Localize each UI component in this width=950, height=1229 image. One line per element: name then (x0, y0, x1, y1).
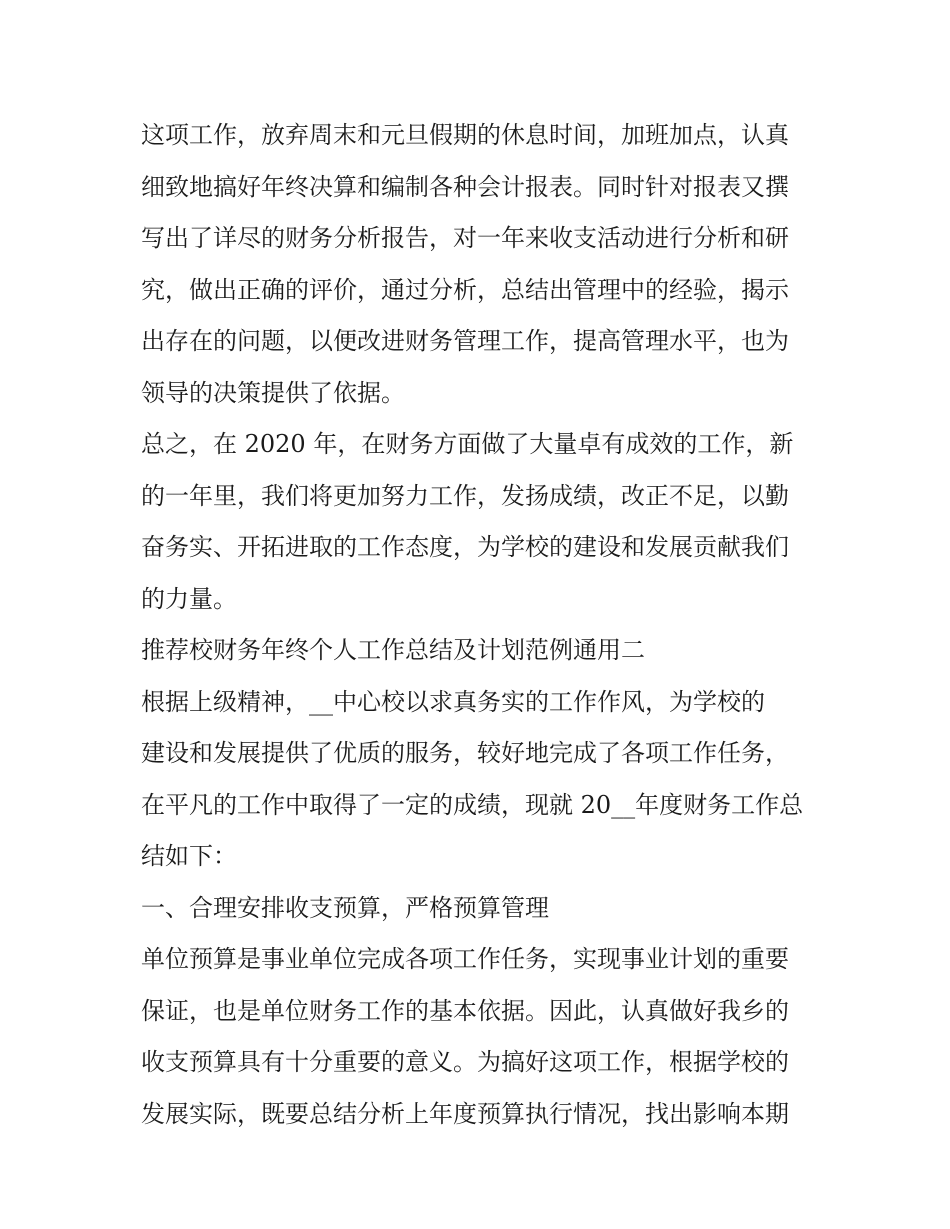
text-line: 领导的决策提供了依据。 (141, 378, 405, 407)
text-line: 的力量。 (141, 584, 237, 613)
text-line: 究，做出正确的评价，通过分析，总结出管理中的经验，揭示 (141, 275, 789, 304)
text-line: 这项工作，放弃周末和元旦假期的休息时间，加班加点，认真 (141, 121, 789, 149)
text-line: 奋务实、开拓进取的工作态度，为学校的建设和发展贡献我们 (141, 533, 789, 561)
body-paragraph (141, 419, 812, 625)
body-paragraph (141, 110, 812, 419)
body-paragraph (141, 934, 812, 1140)
section-title (141, 625, 812, 677)
text-line: 建设和发展提供了优质的服务，较好地完成了各项工作任务， (141, 739, 789, 767)
text-line: 总之，在 2020 年，在财务方面做了大量卓有成效的工作，新 (141, 430, 794, 458)
text-line: 一、合理安排收支预算，严格预算管理 (141, 893, 549, 922)
text-line: 在平凡的工作中取得了一定的成绩，现就 20__年度财务工作总 (141, 790, 804, 819)
text-line: 单位预算是事业单位完成各项工作任务，实现事业计划的重要 (141, 945, 789, 973)
text-line: 结如下： (141, 842, 237, 870)
body-paragraph (141, 677, 812, 883)
text-line: 细致地搞好年终决算和编制各种会计报表。同时针对报表又撰 (141, 172, 789, 201)
section-heading (141, 883, 812, 935)
text-line: 写出了详尽的财务分析报告，对一年来收支活动进行分析和研 (141, 224, 789, 252)
text-line: 出存在的问题，以便改进财务管理工作，提高管理水平，也为 (141, 327, 789, 355)
text-line: 收支预算具有十分重要的意义。为搞好这项工作，根据学校的 (141, 1048, 789, 1076)
text-line: 根据上级精神，__中心校以求真务实的工作作风，为学校的 (141, 687, 765, 716)
text-line: 推荐校财务年终个人工作总结及计划范例通用二 (141, 636, 645, 664)
text-line: 的一年里，我们将更加努力工作，发扬成绩，改正不足，以勤 (141, 481, 789, 510)
text-line: 保证，也是单位财务工作的基本依据。因此，认真做好我乡的 (141, 996, 789, 1025)
text-line: 发展实际，既要总结分析上年度预算执行情况，找出影响本期 (141, 1099, 789, 1128)
